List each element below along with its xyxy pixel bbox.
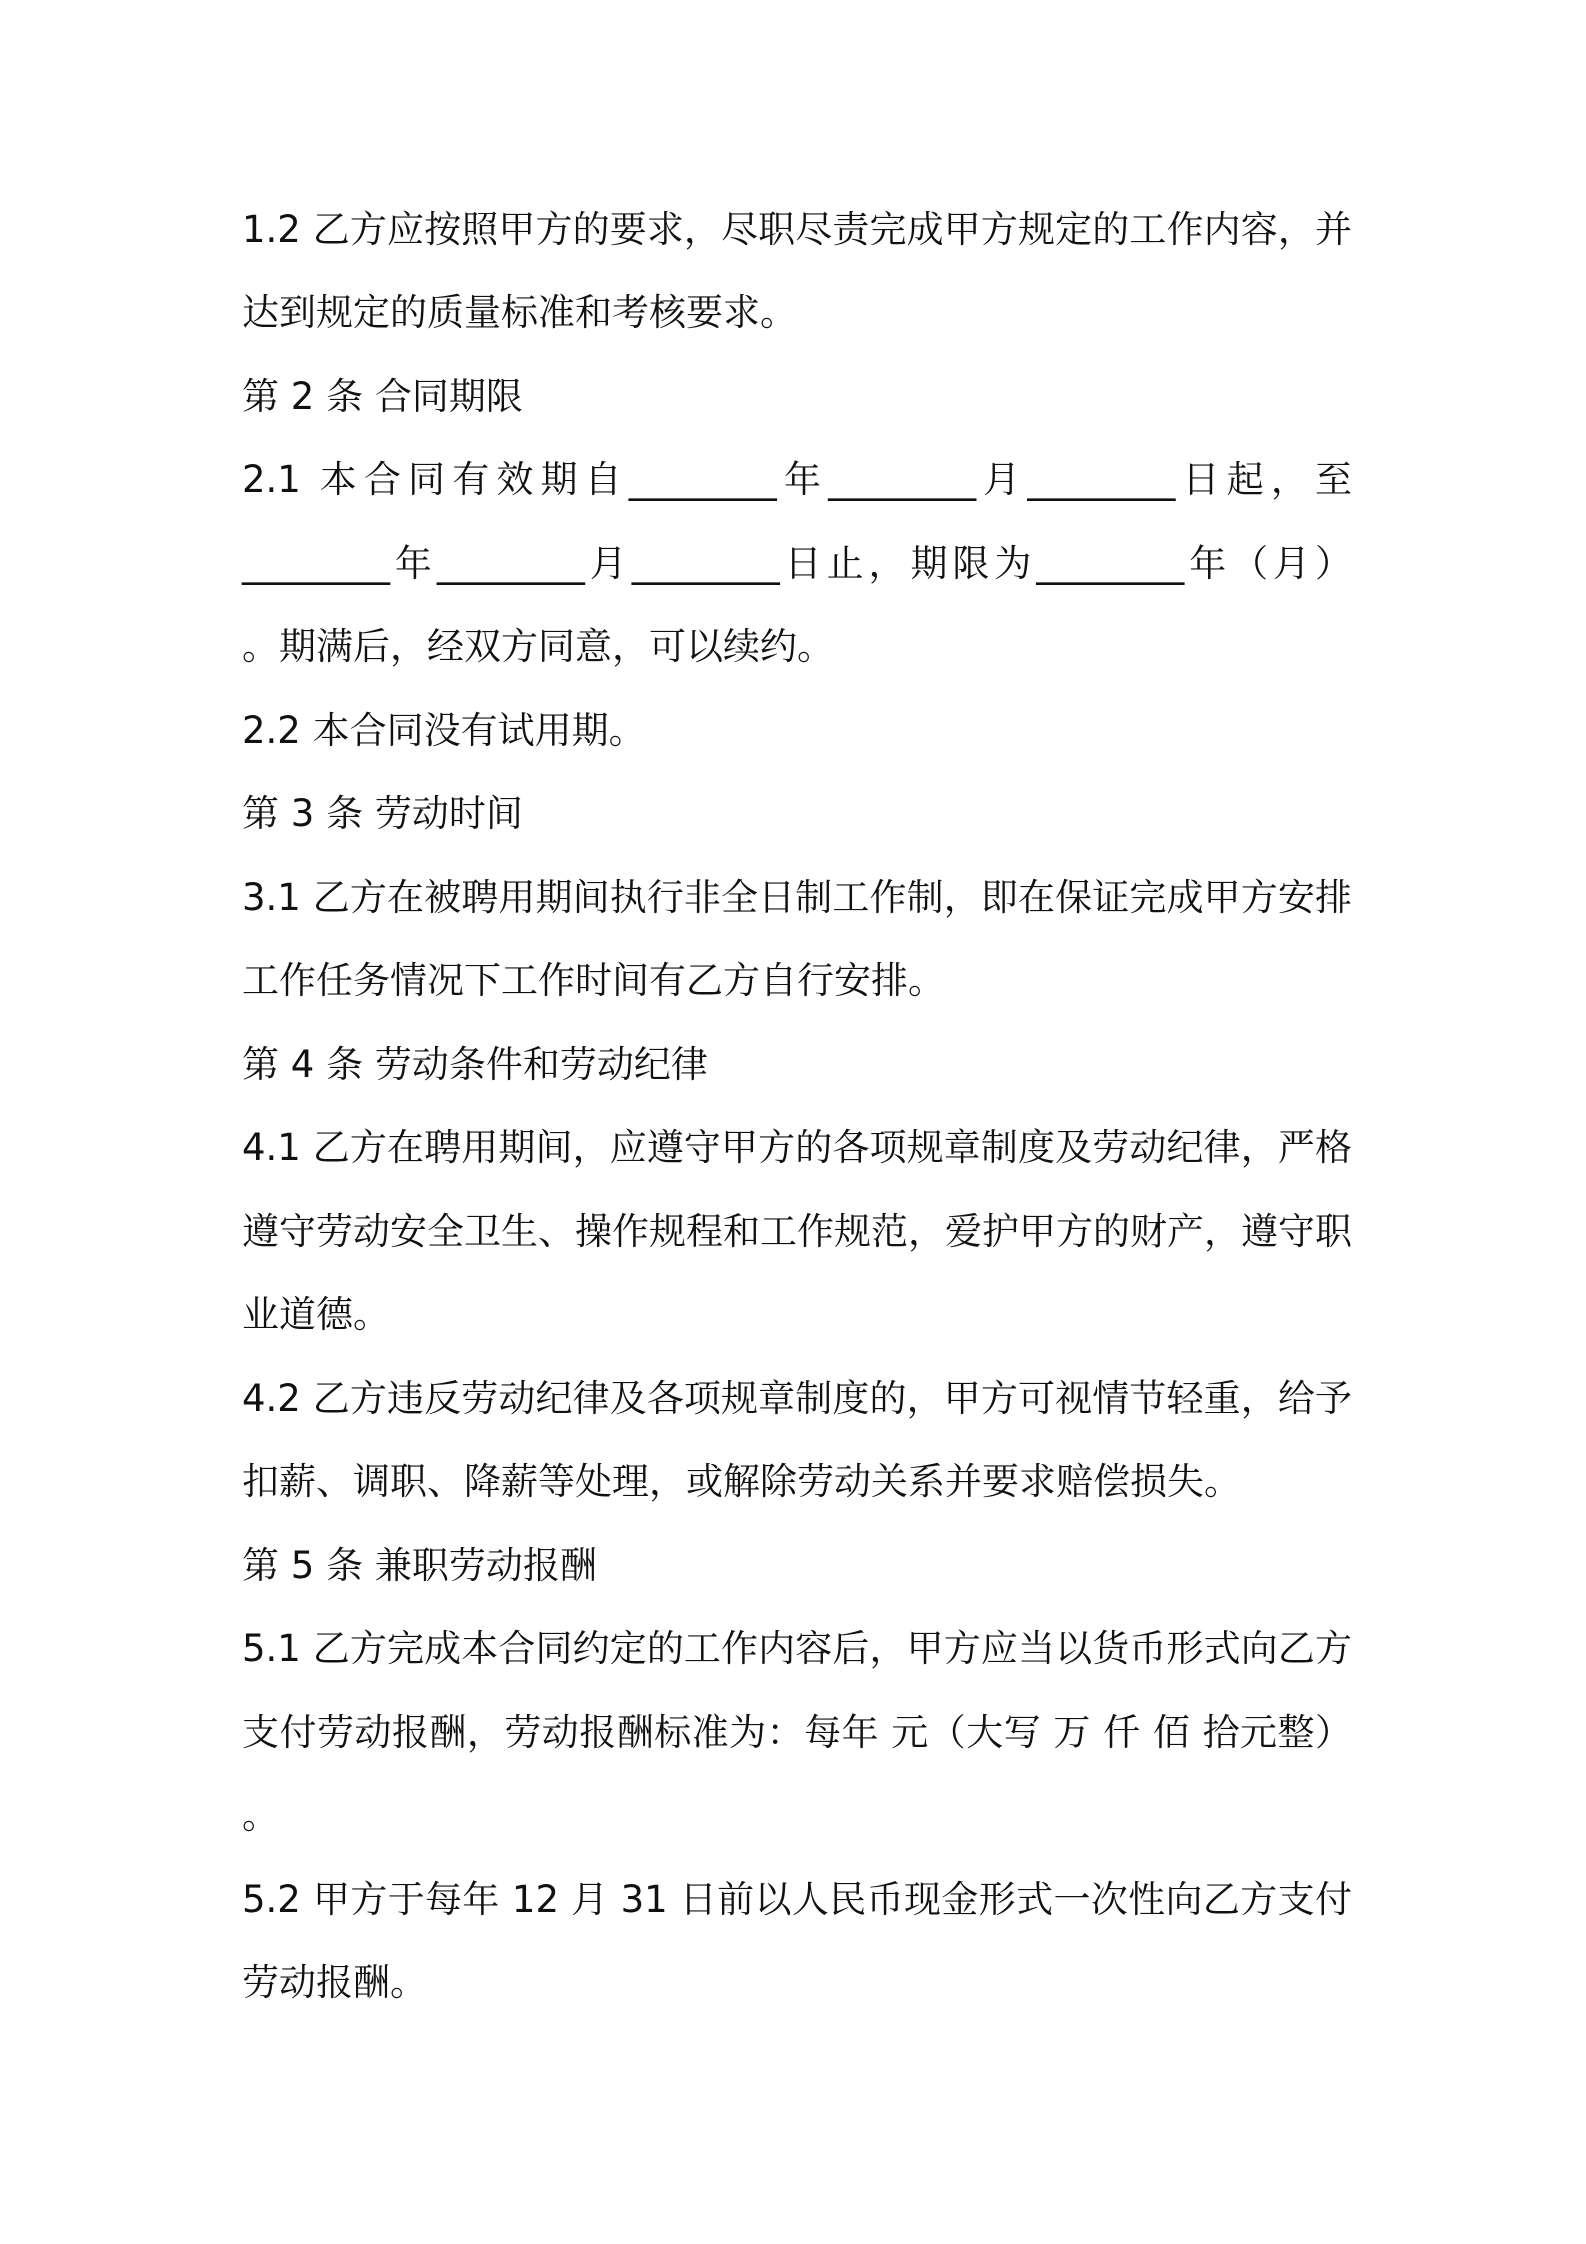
article-4-heading: 第 4 条 劳动条件和劳动纪律: [242, 1043, 708, 1086]
clause-1-2-line-1: 1.2 乙方应按照甲方的要求，尽职尽责完成甲方规定的工作内容，并: [242, 208, 1352, 251]
clause-5-2-line-1: 5.2 甲方于每年 12 月 31 日前以人民币现金形式一次性向乙方支付: [242, 1878, 1352, 1921]
article-5-heading: 第 5 条 兼职劳动报酬: [242, 1544, 597, 1587]
article-2-heading: 第 2 条 合同期限: [242, 375, 523, 418]
clause-1-2-line-2: 达到规定的质量标准和考核要求。: [242, 291, 797, 334]
clause-2-1-line-2: ________年________月________日止，期限为________年（月）: [242, 542, 1352, 585]
clause-2-1-line-3: 。期满后，经双方同意，可以续约。: [242, 625, 834, 668]
clause-5-2-line-2: 劳动报酬。: [242, 1961, 427, 2004]
clause-4-1-line-2: 遵守劳动安全卫生、操作规程和工作规范，爱护甲方的财产，遵守职: [242, 1210, 1352, 1253]
clause-5-1-line-3: 。: [242, 1794, 279, 1837]
clause-4-2-line-2: 扣薪、调职、降薪等处理，或解除劳动关系并要求赔偿损失。: [242, 1460, 1241, 1503]
clause-2-1-line-1: 2.1 本合同有效期自________年________月________日起，至: [242, 458, 1352, 501]
clause-5-1-line-1: 5.1 乙方完成本合同约定的工作内容后，甲方应当以货币形式向乙方: [242, 1627, 1352, 1670]
clause-5-1-line-2: 支付劳动报酬，劳动报酬标准为：每年 元（大写 万 仟 佰 拾元整）: [242, 1711, 1352, 1754]
clause-3-1-line-2: 工作任务情况下工作时间有乙方自行安排。: [242, 959, 945, 1002]
clause-2-2: 2.2 本合同没有试用期。: [242, 709, 646, 752]
clause-4-1-line-3: 业道德。: [242, 1293, 390, 1336]
article-3-heading: 第 3 条 劳动时间: [242, 792, 523, 835]
clause-4-2-line-1: 4.2 乙方违反劳动纪律及各项规章制度的，甲方可视情节轻重，给予: [242, 1377, 1352, 1420]
clause-3-1-line-1: 3.1 乙方在被聘用期间执行非全日制工作制，即在保证完成甲方安排: [242, 876, 1352, 919]
clause-4-1-line-1: 4.1 乙方在聘用期间，应遵守甲方的各项规章制度及劳动纪律，严格: [242, 1126, 1352, 1169]
